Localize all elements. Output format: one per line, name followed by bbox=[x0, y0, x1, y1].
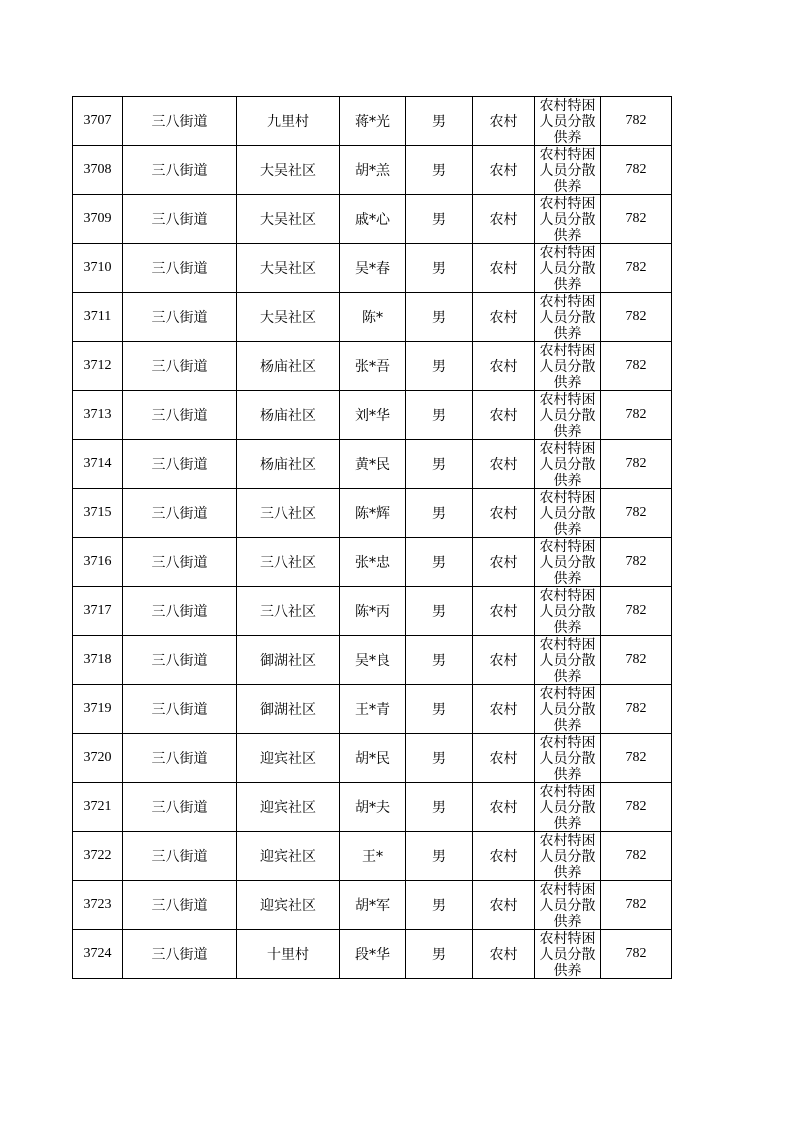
cell-serial-number: 3717 bbox=[73, 587, 123, 636]
cell-assistance-category bbox=[535, 342, 601, 391]
cell-serial-number: 3720 bbox=[73, 734, 123, 783]
cell-person-name: 吴*良 bbox=[340, 636, 406, 685]
table-row bbox=[73, 440, 672, 489]
table-row bbox=[73, 391, 672, 440]
cell-community: 三八社区 bbox=[237, 489, 340, 538]
cell-person-name: 张*忠 bbox=[340, 538, 406, 587]
cell-assistance-category bbox=[535, 734, 601, 783]
cell-gender: 男 bbox=[406, 881, 473, 930]
cell-serial-number: 3711 bbox=[73, 293, 123, 342]
table-row bbox=[73, 195, 672, 244]
cell-serial-number: 3709 bbox=[73, 195, 123, 244]
table-row bbox=[73, 342, 672, 391]
cell-street: 三八街道 bbox=[123, 342, 237, 391]
cell-gender: 男 bbox=[406, 685, 473, 734]
cell-gender: 男 bbox=[406, 930, 473, 979]
cell-amount: 782 bbox=[601, 244, 672, 293]
cell-gender: 男 bbox=[406, 538, 473, 587]
cell-amount: 782 bbox=[601, 930, 672, 979]
assistance-category-text: 农村特困人员分散供养 bbox=[539, 245, 596, 292]
assistance-category-text: 农村特困人员分散供养 bbox=[539, 196, 596, 243]
cell-gender: 男 bbox=[406, 734, 473, 783]
cell-amount: 782 bbox=[601, 832, 672, 881]
assistance-category-text: 农村特困人员分散供养 bbox=[539, 637, 596, 684]
cell-community: 三八社区 bbox=[237, 538, 340, 587]
cell-residence-type: 农村 bbox=[473, 146, 535, 195]
cell-street: 三八街道 bbox=[123, 146, 237, 195]
cell-person-name: 段*华 bbox=[340, 930, 406, 979]
assistance-category-text: 农村特困人员分散供养 bbox=[539, 833, 596, 880]
assistance-category-text: 农村特困人员分散供养 bbox=[539, 931, 596, 978]
cell-gender: 男 bbox=[406, 636, 473, 685]
cell-community: 迎宾社区 bbox=[237, 734, 340, 783]
cell-person-name: 黄*民 bbox=[340, 440, 406, 489]
data-table bbox=[72, 96, 672, 979]
cell-gender: 男 bbox=[406, 244, 473, 293]
table-row bbox=[73, 538, 672, 587]
cell-assistance-category bbox=[535, 636, 601, 685]
cell-serial-number: 3714 bbox=[73, 440, 123, 489]
cell-residence-type: 农村 bbox=[473, 636, 535, 685]
cell-serial-number: 3707 bbox=[73, 97, 123, 146]
assistance-category-text: 农村特困人员分散供养 bbox=[539, 735, 596, 782]
cell-gender: 男 bbox=[406, 489, 473, 538]
cell-community: 大吴社区 bbox=[237, 244, 340, 293]
cell-assistance-category bbox=[535, 293, 601, 342]
cell-amount: 782 bbox=[601, 685, 672, 734]
assistance-category-text: 农村特困人员分散供养 bbox=[539, 539, 596, 586]
table-row bbox=[73, 97, 672, 146]
assistance-category-text: 农村特困人员分散供养 bbox=[539, 441, 596, 488]
cell-amount: 782 bbox=[601, 636, 672, 685]
cell-residence-type: 农村 bbox=[473, 734, 535, 783]
cell-residence-type: 农村 bbox=[473, 195, 535, 244]
cell-assistance-category bbox=[535, 440, 601, 489]
cell-person-name: 刘*华 bbox=[340, 391, 406, 440]
cell-person-name: 蒋*光 bbox=[340, 97, 406, 146]
cell-serial-number: 3716 bbox=[73, 538, 123, 587]
cell-assistance-category bbox=[535, 783, 601, 832]
cell-residence-type: 农村 bbox=[473, 538, 535, 587]
cell-street: 三八街道 bbox=[123, 195, 237, 244]
cell-amount: 782 bbox=[601, 489, 672, 538]
cell-amount: 782 bbox=[601, 881, 672, 930]
cell-community: 杨庙社区 bbox=[237, 440, 340, 489]
cell-amount: 782 bbox=[601, 97, 672, 146]
assistance-category-text: 农村特困人员分散供养 bbox=[539, 294, 596, 341]
cell-community: 大吴社区 bbox=[237, 293, 340, 342]
cell-assistance-category bbox=[535, 97, 601, 146]
table-row bbox=[73, 293, 672, 342]
cell-amount: 782 bbox=[601, 734, 672, 783]
cell-amount: 782 bbox=[601, 391, 672, 440]
cell-street: 三八街道 bbox=[123, 538, 237, 587]
cell-residence-type: 农村 bbox=[473, 97, 535, 146]
cell-assistance-category bbox=[535, 685, 601, 734]
table-row bbox=[73, 881, 672, 930]
cell-gender: 男 bbox=[406, 97, 473, 146]
cell-community: 御湖社区 bbox=[237, 685, 340, 734]
cell-gender: 男 bbox=[406, 440, 473, 489]
cell-street: 三八街道 bbox=[123, 391, 237, 440]
cell-amount: 782 bbox=[601, 195, 672, 244]
cell-serial-number: 3722 bbox=[73, 832, 123, 881]
table-row bbox=[73, 489, 672, 538]
cell-residence-type: 农村 bbox=[473, 881, 535, 930]
cell-serial-number: 3724 bbox=[73, 930, 123, 979]
cell-amount: 782 bbox=[601, 783, 672, 832]
cell-assistance-category bbox=[535, 930, 601, 979]
table-row bbox=[73, 930, 672, 979]
assistance-category-text: 农村特困人员分散供养 bbox=[539, 98, 596, 145]
cell-street: 三八街道 bbox=[123, 440, 237, 489]
cell-serial-number: 3723 bbox=[73, 881, 123, 930]
assistance-category-text: 农村特困人员分散供养 bbox=[539, 588, 596, 635]
cell-person-name: 胡*夫 bbox=[340, 783, 406, 832]
cell-assistance-category bbox=[535, 832, 601, 881]
table-row bbox=[73, 587, 672, 636]
cell-street: 三八街道 bbox=[123, 97, 237, 146]
cell-gender: 男 bbox=[406, 293, 473, 342]
cell-community: 九里村 bbox=[237, 97, 340, 146]
table-row bbox=[73, 832, 672, 881]
cell-community: 迎宾社区 bbox=[237, 881, 340, 930]
cell-amount: 782 bbox=[601, 293, 672, 342]
table-row bbox=[73, 146, 672, 195]
cell-assistance-category bbox=[535, 587, 601, 636]
cell-street: 三八街道 bbox=[123, 832, 237, 881]
cell-person-name: 吴*春 bbox=[340, 244, 406, 293]
cell-amount: 782 bbox=[601, 146, 672, 195]
cell-amount: 782 bbox=[601, 538, 672, 587]
cell-person-name: 王* bbox=[340, 832, 406, 881]
cell-street: 三八街道 bbox=[123, 587, 237, 636]
cell-residence-type: 农村 bbox=[473, 832, 535, 881]
cell-person-name: 陈*丙 bbox=[340, 587, 406, 636]
cell-community: 迎宾社区 bbox=[237, 783, 340, 832]
cell-street: 三八街道 bbox=[123, 930, 237, 979]
cell-community: 三八社区 bbox=[237, 587, 340, 636]
cell-community: 迎宾社区 bbox=[237, 832, 340, 881]
cell-gender: 男 bbox=[406, 783, 473, 832]
table-row bbox=[73, 783, 672, 832]
cell-person-name: 戚*心 bbox=[340, 195, 406, 244]
cell-street: 三八街道 bbox=[123, 293, 237, 342]
cell-gender: 男 bbox=[406, 832, 473, 881]
cell-serial-number: 3708 bbox=[73, 146, 123, 195]
cell-residence-type: 农村 bbox=[473, 391, 535, 440]
assistance-category-text: 农村特困人员分散供养 bbox=[539, 784, 596, 831]
cell-street: 三八街道 bbox=[123, 881, 237, 930]
cell-street: 三八街道 bbox=[123, 783, 237, 832]
cell-residence-type: 农村 bbox=[473, 440, 535, 489]
cell-community: 大吴社区 bbox=[237, 195, 340, 244]
cell-serial-number: 3715 bbox=[73, 489, 123, 538]
cell-assistance-category bbox=[535, 244, 601, 293]
cell-person-name: 陈* bbox=[340, 293, 406, 342]
cell-amount: 782 bbox=[601, 342, 672, 391]
cell-assistance-category bbox=[535, 195, 601, 244]
cell-residence-type: 农村 bbox=[473, 342, 535, 391]
cell-assistance-category bbox=[535, 146, 601, 195]
cell-person-name: 胡*军 bbox=[340, 881, 406, 930]
cell-community: 杨庙社区 bbox=[237, 391, 340, 440]
cell-residence-type: 农村 bbox=[473, 587, 535, 636]
cell-residence-type: 农村 bbox=[473, 293, 535, 342]
cell-street: 三八街道 bbox=[123, 244, 237, 293]
cell-serial-number: 3713 bbox=[73, 391, 123, 440]
table-body bbox=[73, 97, 672, 979]
cell-residence-type: 农村 bbox=[473, 930, 535, 979]
assistance-category-text: 农村特困人员分散供养 bbox=[539, 882, 596, 929]
cell-residence-type: 农村 bbox=[473, 489, 535, 538]
cell-assistance-category bbox=[535, 881, 601, 930]
cell-gender: 男 bbox=[406, 195, 473, 244]
cell-street: 三八街道 bbox=[123, 734, 237, 783]
cell-residence-type: 农村 bbox=[473, 783, 535, 832]
cell-gender: 男 bbox=[406, 587, 473, 636]
cell-serial-number: 3719 bbox=[73, 685, 123, 734]
cell-person-name: 胡*民 bbox=[340, 734, 406, 783]
assistance-category-text: 农村特困人员分散供养 bbox=[539, 343, 596, 390]
cell-residence-type: 农村 bbox=[473, 685, 535, 734]
assistance-category-text: 农村特困人员分散供养 bbox=[539, 392, 596, 439]
cell-person-name: 陈*辉 bbox=[340, 489, 406, 538]
cell-community: 御湖社区 bbox=[237, 636, 340, 685]
cell-residence-type: 农村 bbox=[473, 244, 535, 293]
cell-community: 十里村 bbox=[237, 930, 340, 979]
cell-amount: 782 bbox=[601, 587, 672, 636]
cell-person-name: 王*青 bbox=[340, 685, 406, 734]
cell-serial-number: 3718 bbox=[73, 636, 123, 685]
table-row bbox=[73, 636, 672, 685]
cell-gender: 男 bbox=[406, 391, 473, 440]
cell-gender: 男 bbox=[406, 342, 473, 391]
cell-assistance-category bbox=[535, 489, 601, 538]
assistance-category-text: 农村特困人员分散供养 bbox=[539, 490, 596, 537]
cell-street: 三八街道 bbox=[123, 636, 237, 685]
cell-serial-number: 3721 bbox=[73, 783, 123, 832]
cell-serial-number: 3712 bbox=[73, 342, 123, 391]
cell-person-name: 胡*羔 bbox=[340, 146, 406, 195]
table-row bbox=[73, 244, 672, 293]
cell-community: 大吴社区 bbox=[237, 146, 340, 195]
cell-community: 杨庙社区 bbox=[237, 342, 340, 391]
table-row bbox=[73, 685, 672, 734]
cell-serial-number: 3710 bbox=[73, 244, 123, 293]
cell-assistance-category bbox=[535, 391, 601, 440]
cell-street: 三八街道 bbox=[123, 489, 237, 538]
table-row bbox=[73, 734, 672, 783]
cell-gender: 男 bbox=[406, 146, 473, 195]
cell-amount: 782 bbox=[601, 440, 672, 489]
cell-street: 三八街道 bbox=[123, 685, 237, 734]
assistance-category-text: 农村特困人员分散供养 bbox=[539, 686, 596, 733]
cell-assistance-category bbox=[535, 538, 601, 587]
cell-person-name: 张*吾 bbox=[340, 342, 406, 391]
assistance-category-text: 农村特困人员分散供养 bbox=[539, 147, 596, 194]
